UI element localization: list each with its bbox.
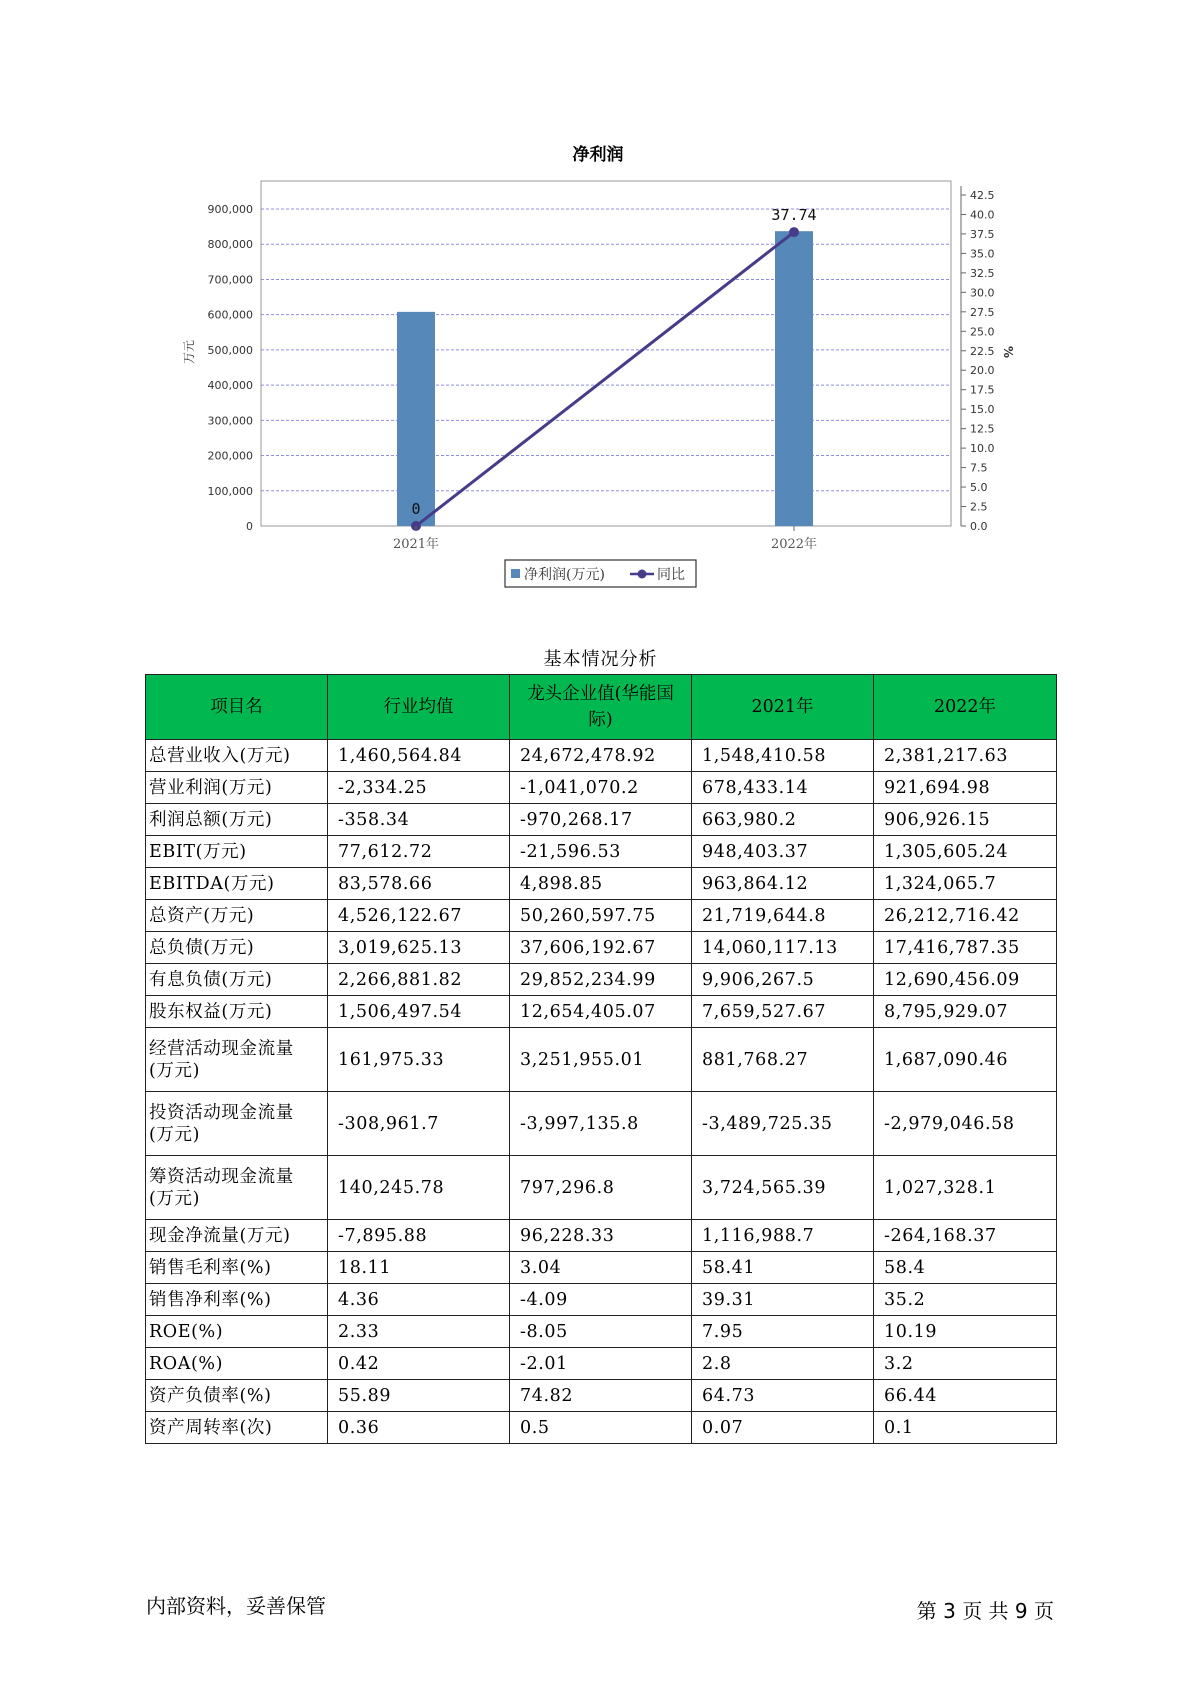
legend-bar-label: 净利润(万元) [524, 567, 605, 583]
y-right-tick-label: 35.0 [970, 247, 995, 261]
value-cell: 12,654,405.07 [510, 996, 692, 1028]
legend-line-label: 同比 [657, 567, 685, 583]
value-cell: 4,526,122.67 [328, 900, 510, 932]
y-right-tick-label: 25.0 [970, 325, 995, 339]
table-row [146, 1316, 1057, 1348]
header-2022: 2022年 [874, 675, 1057, 740]
value-cell: -4.09 [510, 1284, 692, 1316]
value-cell: -2.01 [510, 1348, 692, 1380]
value-cell: 35.2 [874, 1284, 1057, 1316]
y-right-tick-label: 15.0 [970, 403, 995, 417]
value-cell: 3,251,955.01 [510, 1028, 692, 1092]
value-cell: 4,898.85 [510, 868, 692, 900]
value-cell: 678,433.14 [692, 772, 874, 804]
table-row [146, 1156, 1057, 1220]
value-cell: 7,659,527.67 [692, 996, 874, 1028]
y-tick-label: 200,000 [207, 449, 253, 463]
y-right-tick-label: 7.5 [970, 461, 988, 475]
value-cell: 2,266,881.82 [328, 964, 510, 996]
value-cell: 3,019,625.13 [328, 932, 510, 964]
value-cell: 1,116,988.7 [692, 1220, 874, 1252]
y-tick-label: 700,000 [207, 273, 253, 287]
value-cell: 55.89 [328, 1380, 510, 1412]
analysis-table [145, 674, 1057, 1444]
y-right-tick-label: 10.0 [970, 442, 995, 456]
y-right-tick-label: 22.5 [970, 344, 995, 358]
value-cell: 1,687,090.46 [874, 1028, 1057, 1092]
value-cell: -3,489,725.35 [692, 1092, 874, 1156]
header-2021: 2021年 [692, 675, 874, 740]
value-cell: 83,578.66 [328, 868, 510, 900]
value-cell: 2.8 [692, 1348, 874, 1380]
y-right-tick-label: 40.0 [970, 208, 995, 222]
value-cell: 1,305,605.24 [874, 836, 1057, 868]
table-caption: 基本情况分析 [543, 649, 658, 670]
y-axis-right-label: % [1001, 345, 1015, 359]
row-label-cell: 营业利润(万元) [146, 772, 328, 804]
y-right-tick-label: 20.0 [970, 364, 995, 378]
bar-net-profit [397, 312, 435, 526]
row-label-cell: 销售毛利率(%) [146, 1252, 328, 1284]
value-cell: 1,027,328.1 [874, 1156, 1057, 1220]
value-cell: 58.41 [692, 1252, 874, 1284]
value-cell: 17,416,787.35 [874, 932, 1057, 964]
value-cell: 906,926.15 [874, 804, 1057, 836]
value-cell: -358.34 [328, 804, 510, 836]
row-label-cell: EBIT(万元) [146, 836, 328, 868]
table-row [146, 772, 1057, 804]
value-cell: 58.4 [874, 1252, 1057, 1284]
bar-net-profit [775, 231, 813, 526]
table-row [146, 1284, 1057, 1316]
row-label-cell: 总资产(万元) [146, 900, 328, 932]
value-cell: 8,795,929.07 [874, 996, 1057, 1028]
y-right-tick-label: 42.5 [970, 189, 995, 202]
value-cell: 96,228.33 [510, 1220, 692, 1252]
value-cell: -1,041,070.2 [510, 772, 692, 804]
y-tick-label: 900,000 [207, 203, 253, 216]
value-cell: 24,672,478.92 [510, 740, 692, 772]
y-tick-label: 800,000 [207, 238, 253, 252]
value-cell: 74.82 [510, 1380, 692, 1412]
value-cell: 2.33 [328, 1316, 510, 1348]
table-row [146, 1092, 1057, 1156]
row-label-cell: ROA(%) [146, 1348, 328, 1380]
value-cell: 0.42 [328, 1348, 510, 1380]
table-row [146, 1380, 1057, 1412]
value-cell: 29,852,234.99 [510, 964, 692, 996]
value-cell: 0.36 [328, 1412, 510, 1444]
row-label-cell: 投资活动现金流量(万元) [146, 1092, 328, 1156]
value-cell: 663,980.2 [692, 804, 874, 836]
header-item-name: 项目名 [146, 675, 328, 740]
header-leader-value: 龙头企业值(华能国际) [510, 675, 692, 740]
table-row [146, 964, 1057, 996]
value-cell: 3,724,565.39 [692, 1156, 874, 1220]
footer-confidential-note: 内部资料，妥善保管 [146, 1594, 326, 1618]
y-right-tick-label: 32.5 [970, 266, 995, 280]
row-label-cell: 资产周转率(次) [146, 1412, 328, 1444]
value-cell: 26,212,716.42 [874, 900, 1057, 932]
value-cell: -2,334.25 [328, 772, 510, 804]
footer-page-number: 第 3 页 共 9 页 [916, 1599, 1054, 1623]
y-right-tick-label: 2.5 [970, 500, 988, 514]
y-tick-label: 300,000 [207, 414, 253, 428]
table-row [146, 1220, 1057, 1252]
value-cell: 64.73 [692, 1380, 874, 1412]
value-cell: 14,060,117.13 [692, 932, 874, 964]
value-cell: 50,260,597.75 [510, 900, 692, 932]
value-cell: 0.5 [510, 1412, 692, 1444]
value-cell: 77,612.72 [328, 836, 510, 868]
x-tick-label: 2021年 [392, 537, 440, 552]
value-cell: -264,168.37 [874, 1220, 1057, 1252]
value-cell: 10.19 [874, 1316, 1057, 1348]
value-cell: 12,690,456.09 [874, 964, 1057, 996]
value-cell: -970,268.17 [510, 804, 692, 836]
value-cell: 21,719,644.8 [692, 900, 874, 932]
table-header-row [146, 675, 1057, 740]
table-row [146, 932, 1057, 964]
value-cell: 921,694.98 [874, 772, 1057, 804]
legend-line-marker [638, 570, 647, 579]
row-label-cell: ROE(%) [146, 1316, 328, 1348]
table-row [146, 836, 1057, 868]
value-cell: 18.11 [328, 1252, 510, 1284]
y-right-tick-label: 27.5 [970, 305, 995, 319]
y-tick-label: 500,000 [207, 343, 253, 357]
value-cell: 161,975.33 [328, 1028, 510, 1092]
row-label-cell: 筹资活动现金流量(万元) [146, 1156, 328, 1220]
table-row [146, 996, 1057, 1028]
y-right-tick-label: 5.0 [970, 481, 988, 495]
row-label-cell: 经营活动现金流量(万元) [146, 1028, 328, 1092]
net-profit-chart [0, 0, 1191, 600]
table-row [146, 740, 1057, 772]
y-right-tick-label: 0.0 [970, 520, 988, 533]
value-cell: -21,596.53 [510, 836, 692, 868]
row-label-cell: EBITDA(万元) [146, 868, 328, 900]
value-cell: 9,906,267.5 [692, 964, 874, 996]
table-row [146, 1028, 1057, 1092]
y-right-tick-label: 17.5 [970, 383, 995, 397]
line-yoy-data-label: 37.74 [771, 206, 817, 225]
row-label-cell: 有息负债(万元) [146, 964, 328, 996]
value-cell: -7,895.88 [328, 1220, 510, 1252]
table-row [146, 1412, 1057, 1444]
row-label-cell: 总营业收入(万元) [146, 740, 328, 772]
row-label-cell: 总负债(万元) [146, 932, 328, 964]
y-tick-label: 100,000 [207, 484, 253, 498]
value-cell: -8.05 [510, 1316, 692, 1348]
y-axis-left-label: 万元 [182, 339, 196, 365]
row-label-cell: 销售净利率(%) [146, 1284, 328, 1316]
y-tick-label: 600,000 [207, 308, 253, 322]
x-tick-label: 2022年 [770, 537, 818, 552]
value-cell: 0.1 [874, 1412, 1057, 1444]
y-tick-label: 400,000 [207, 379, 253, 393]
value-cell: 1,324,065.7 [874, 868, 1057, 900]
value-cell: 3.04 [510, 1252, 692, 1284]
value-cell: -308,961.7 [328, 1092, 510, 1156]
table-row [146, 804, 1057, 836]
row-label-cell: 资产负债率(%) [146, 1380, 328, 1412]
value-cell: 7.95 [692, 1316, 874, 1348]
y-right-tick-label: 37.5 [970, 227, 995, 241]
value-cell: 39.31 [692, 1284, 874, 1316]
table-row [146, 900, 1057, 932]
line-yoy-data-label: 0 [411, 500, 421, 518]
y-right-tick-label: 30.0 [970, 286, 995, 300]
y-right-tick-label: 12.5 [970, 422, 995, 436]
value-cell: 37,606,192.67 [510, 932, 692, 964]
table-row [146, 1252, 1057, 1284]
table-row [146, 868, 1057, 900]
value-cell: 0.07 [692, 1412, 874, 1444]
line-yoy-point [789, 227, 799, 237]
value-cell: 66.44 [874, 1380, 1057, 1412]
value-cell: 881,768.27 [692, 1028, 874, 1092]
value-cell: 1,548,410.58 [692, 740, 874, 772]
plot-area [261, 181, 951, 526]
value-cell: 2,381,217.63 [874, 740, 1057, 772]
value-cell: 1,460,564.84 [328, 740, 510, 772]
row-label-cell: 利润总额(万元) [146, 804, 328, 836]
row-label-cell: 股东权益(万元) [146, 996, 328, 1028]
value-cell: 948,403.37 [692, 836, 874, 868]
value-cell: -3,997,135.8 [510, 1092, 692, 1156]
value-cell: -2,979,046.58 [874, 1092, 1057, 1156]
table-row [146, 1348, 1057, 1380]
y-tick-label: 0 [246, 520, 253, 533]
header-industry-avg: 行业均值 [328, 675, 510, 740]
value-cell: 797,296.8 [510, 1156, 692, 1220]
value-cell: 140,245.78 [328, 1156, 510, 1220]
value-cell: 963,864.12 [692, 868, 874, 900]
value-cell: 3.2 [874, 1348, 1057, 1380]
chart-legend [505, 560, 696, 587]
value-cell: 1,506,497.54 [328, 996, 510, 1028]
legend-bar-swatch [511, 569, 520, 578]
value-cell: 4.36 [328, 1284, 510, 1316]
row-label-cell: 现金净流量(万元) [146, 1220, 328, 1252]
chart-title: 净利润 [572, 145, 624, 165]
